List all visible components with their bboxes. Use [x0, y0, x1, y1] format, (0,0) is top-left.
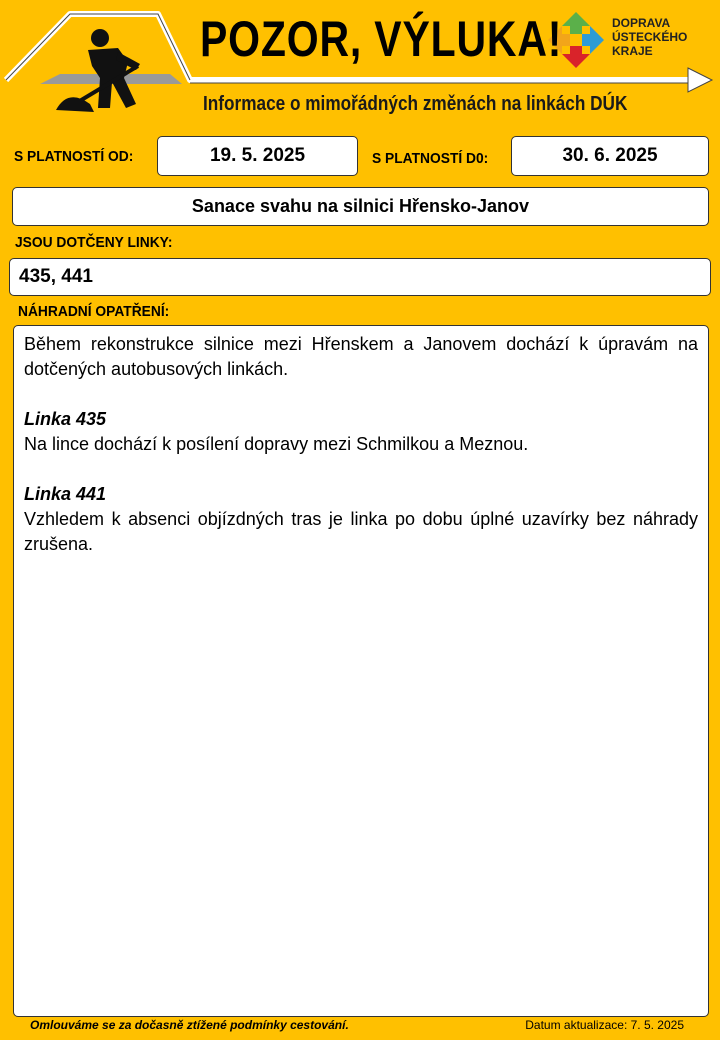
footer-apology: Omlouváme se za dočasně ztížené podmínky cestování.: [30, 1018, 349, 1032]
page-title: POZOR, VÝLUKA!: [200, 11, 563, 67]
logo-line: KRAJE: [612, 44, 653, 58]
valid-from-label: S PLATNOSTÍ OD:: [14, 148, 134, 165]
measures-label: NÁHRADNÍ OPATŘENÍ:: [18, 303, 170, 320]
section-text: Na lince dochází k posílení dopravy mezi Schmilkou a Meznou.: [24, 434, 529, 454]
logo-line: DOPRAVA: [612, 16, 671, 30]
footer-updated: Datum aktualizace: 7. 5. 2025: [525, 1018, 684, 1032]
section-heading: Linka 441: [24, 484, 107, 504]
measures-intro: Během rekonstrukce silnice mezi Hřenskem a Janovem dochází k úpravám na dotčených autobusových linkách.: [24, 334, 698, 379]
lines-label: JSOU DOTČENY LINKY:: [15, 234, 173, 251]
valid-from-value: 19. 5. 2025: [157, 136, 358, 176]
valid-to-value: 30. 6. 2025: [511, 136, 709, 176]
affected-lines: 435, 441: [9, 258, 711, 296]
valid-to-label: S PLATNOSTÍ D0:: [372, 150, 489, 167]
logo-line: ÚSTECKÉHO: [612, 30, 688, 44]
header-banner: [0, 0, 720, 128]
section-heading: Linka 435: [24, 409, 107, 429]
section-text: Vzhledem k absenci objízdných tras je linka po dobu úplné uzavírky bez náhrady zrušena.: [24, 509, 698, 554]
topic-title: Sanace svahu na silnici Hřensko-Janov: [12, 187, 709, 226]
measures-content: [13, 325, 709, 1017]
page-subtitle: Informace o mimořádných změnách na linkách DÚK: [203, 93, 628, 115]
arrow-head-icon: [688, 68, 712, 92]
duk-logo-text: [612, 16, 687, 58]
